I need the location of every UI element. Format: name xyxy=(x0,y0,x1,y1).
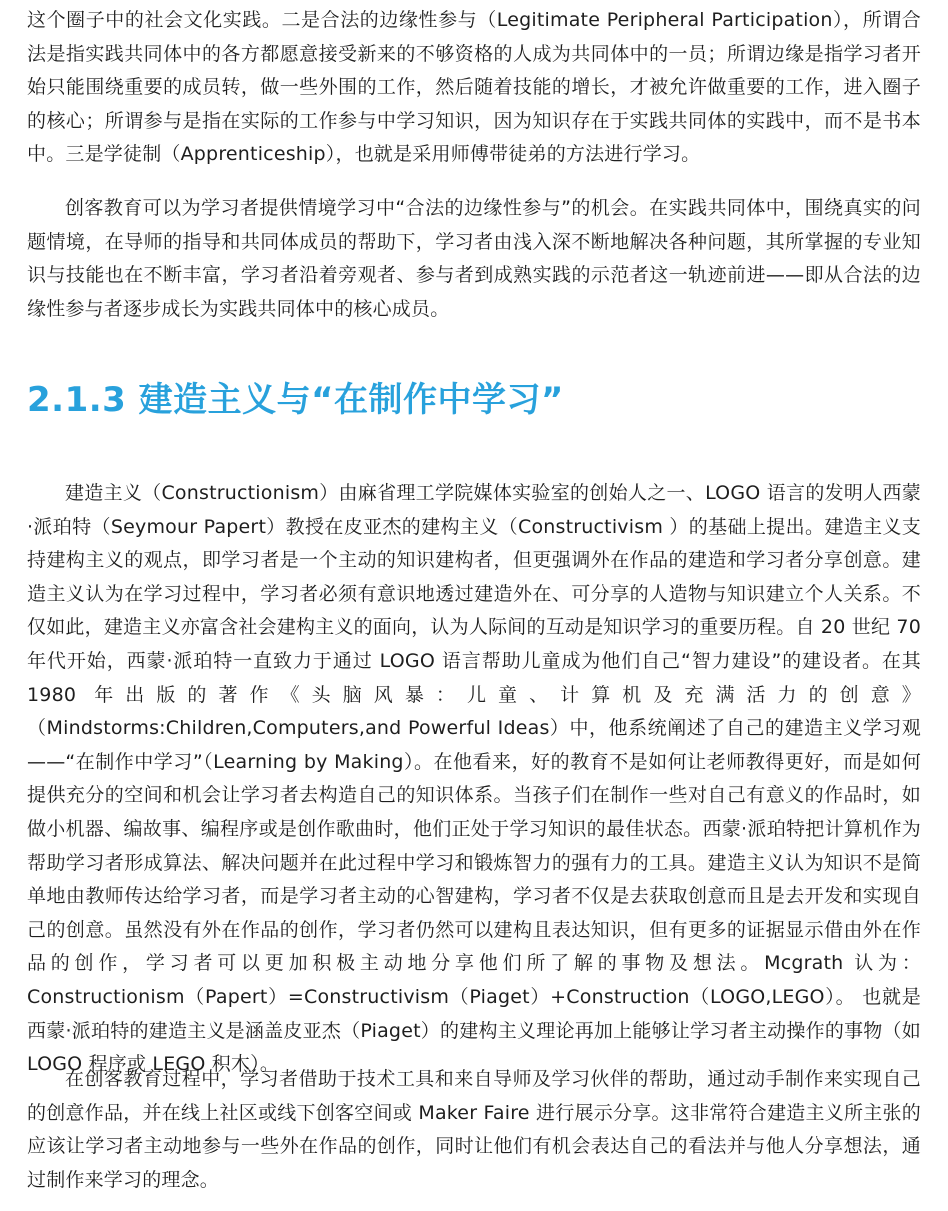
section-heading: 2.1.3 建造主义与“在制作中学习” xyxy=(27,380,564,420)
paragraph-maker-education-lpp: 创客教育可以为学习者提供情境学习中“合法的边缘性参与”的机会。在实践共同体中，围绕真实的问题情境，在导师的指导和共同体成员的帮助下，学习者由浅入深不断地解决各种问题，其所掌握的专业知识与技能也在不断丰富，学习者沿着旁观者、参与者到成熟实践的示范者这一轨迹前进——即从合法的边缘性参与者逐步成长为实践共同体中的核心成员。 xyxy=(27,197,921,320)
paragraph-situated-learning-continued: 这个圈子中的社会文化实践。二是合法的边缘性参与（Legitimate Peripheral Participation），所谓合法是指实践共同体中的各方都愿意接受新来的不够资格的人成为共同体中的一员；所谓边缘是指学习者开始只能围绕重要的成员转，做一些外围的工作，然后随着技能的增长，才被允许做重要的工作，进入圈子的核心；所谓参与是指在实际的工作参与中学习知识，因为知识存在于实践共同体的实践中，而不是书本中。三是学徒制（Apprenticeship），也就是采用师傅带徒弟的方法进行学习。 xyxy=(27,9,921,166)
paragraph-maker-education-constructionism: 在创客教育过程中，学习者借助于技术工具和来自导师及学习伙伴的帮助，通过动手制作来实现自己的创意作品，并在线上社区或线下创客空间或 Maker Faire 进行展示分享。这非常符合建造主义所主张的应该让学习者主动地参与一些外在作品的创作，同时让他们有机会表达自己的看法并与他人分享想法，通过制作来学习的理念。 xyxy=(27,1068,921,1191)
paragraph-constructionism: 建造主义（Constructionism）由麻省理工学院媒体实验室的创始人之一、LOGO 语言的发明人西蒙·派珀特（Seymour Papert）教授在皮亚杰的建构主义（Constructivism ）的基础上提出。建造主义支持建构主义的观点，即学习者是一个主动的知识建构者，但更强调外在作品的建造和学习者分享创意。建造主义认为在学习过程中，学习者必须有意识地透过建造外在、可分享的人造物与知识建立个人关系。不仅如此，建造主义亦富含社会建构主义的面向，认为人际间的互动是知识学习的重要历程。自 20 世纪 70 年代开始，西蒙·派珀特一直致力于通过 LOGO 语言帮助儿童成为他们自己“智力建设”的建设者。在其 1980 年出版的著作《头脑风暴：儿童、计算机及充满活力的创意》（Mindstorms:Children,Computers,and Powerful Ideas）中，他系统阐述了自己的建造主义学习观——“在制作中学习”（Learning by Making）。在他看来，好的教育不是如何让老师教得更好，而是如何提供充分的空间和机会让学习者去构造自己的知识体系。当孩子们在制作一些对自己有意义的作品时，如做小机器、编故事、编程序或是创作歌曲时，他们正处于学习知识的最佳状态。西蒙·派珀特把计算机作为帮助学习者形成算法、解决问题并在此过程中学习和锻炼智力的强有力的工具。建造主义认为知识不是简单地由教师传达给学习者，而是学习者主动的心智建构，学习者不仅是去获取创意而且是去开发和实现自己的创意。虽然没有外在作品的创作，学习者仍然可以建构且表达知识，但有更多的证据显示借由外在作品的创作，学习者可以更加积极主动地分享他们所了解的事物及想法。Mcgrath 认为：Constructionism（Papert）=Constructivism（Piaget）+Construction（LOGO,LEGO）。 也就是西蒙·派珀特的建造主义是涵盖皮亚杰（Piaget）的建构主义理论再加上能够让学习者主动操作的事物（如 LOGO 程序或 LEGO 积木）。 xyxy=(27,482,921,1076)
